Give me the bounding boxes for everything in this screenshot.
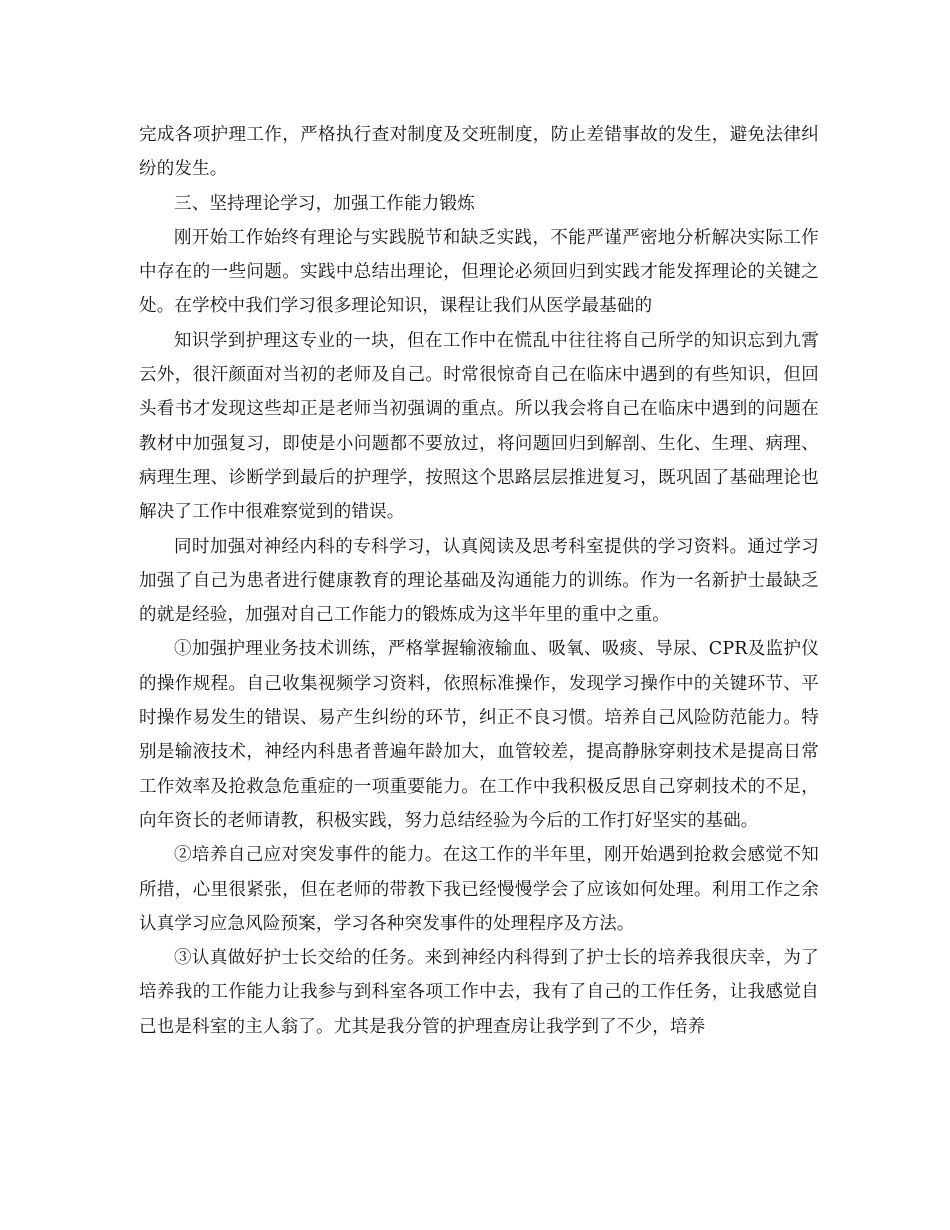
paragraph: 知识学到护理这专业的一块，但在工作中在慌乱中往往将自己所学的知识忘到九霄云外，很汗颜面对当初的老师及自己。时常很惊奇自己在临床中遇到的有些知识，但回头看书才发现这些却正是老师当初强调的重点。所以我会将自己在临床中遇到的问题在教材中加强复习，即使是小问题都不要放过，将问题回归到解剖、生化、生理、病理、病理生理、诊断学到最后的护理学，按照这个思路层层推进复习，既巩固了基础理论也解决了工作中很难察觉到的错误。 (139, 330, 819, 523)
paragraph-item-3: ③认真做好护士长交给的任务。来到神经内科得到了护士长的培养我很庆幸，为了培养我的工作能力让我参与到科室各项工作中去，我有了自己的工作任务，让我感觉自己也是科室的主人翁了。尤其是我分管的护理查房让我学到了不少，培养 (139, 948, 819, 1037)
paragraph-item-1: ①加强护理业务技术训练，严格掌握输液输血、吸氧、吸痰、导尿、CPR及监护仪的操作规程。自己收集视频学习资料，依照标准操作，发现学习操作中的关键环节、平时操作易发生的错误、易产生纠纷的环节，纠正不良习惯。培养自己风险防范能力。特别是输液技术，神经内科患者普遍年龄加大，血管较差，提高静脉穿刺技术是提高日常工作效率及抢救急危重症的一项重要能力。在工作中我积极反思自己穿刺技术的不足，向年资长的老师请教，积极实践，努力总结经验为今后的工作打好坚实的基础。 (139, 639, 819, 831)
document-body (139, 118, 819, 1044)
paragraph-item-2: ②培养自己应对突发事件的能力。在这工作的半年里，刚开始遇到抢救会感觉不知所措，心里很紧张，但在老师的带教下我已经慢慢学会了应该如何处理。利用工作之余认真学习应急风险预案，学习各种突发事件的处理程序及方法。 (139, 845, 819, 934)
paragraph-continuation: 完成各项护理工作，严格执行查对制度及交班制度，防止差错事故的发生，避免法律纠纷的发生。 (139, 125, 819, 180)
paragraph: 刚开始工作始终有理论与实践脱节和缺乏实践，不能严谨严密地分析解决实际工作中存在的一些问题。实践中总结出理论，但理论必须回归到实践才能发挥理论的关键之处。在学校中我们学习很多理论知识，课程让我们从医学最基础的 (139, 227, 819, 317)
paragraph: 同时加强对神经内科的专科学习，认真阅读及思考科室提供的学习资料。通过学习加强了自己为患者进行健康教育的理论基础及沟通能力的训练。作为一名新护士最缺乏的就是经验，加强对自己工作能力的锻炼成为这半年里的重中之重。 (139, 536, 819, 626)
section-heading: 三、坚持理论学习，加强工作能力锻炼 (174, 193, 475, 214)
